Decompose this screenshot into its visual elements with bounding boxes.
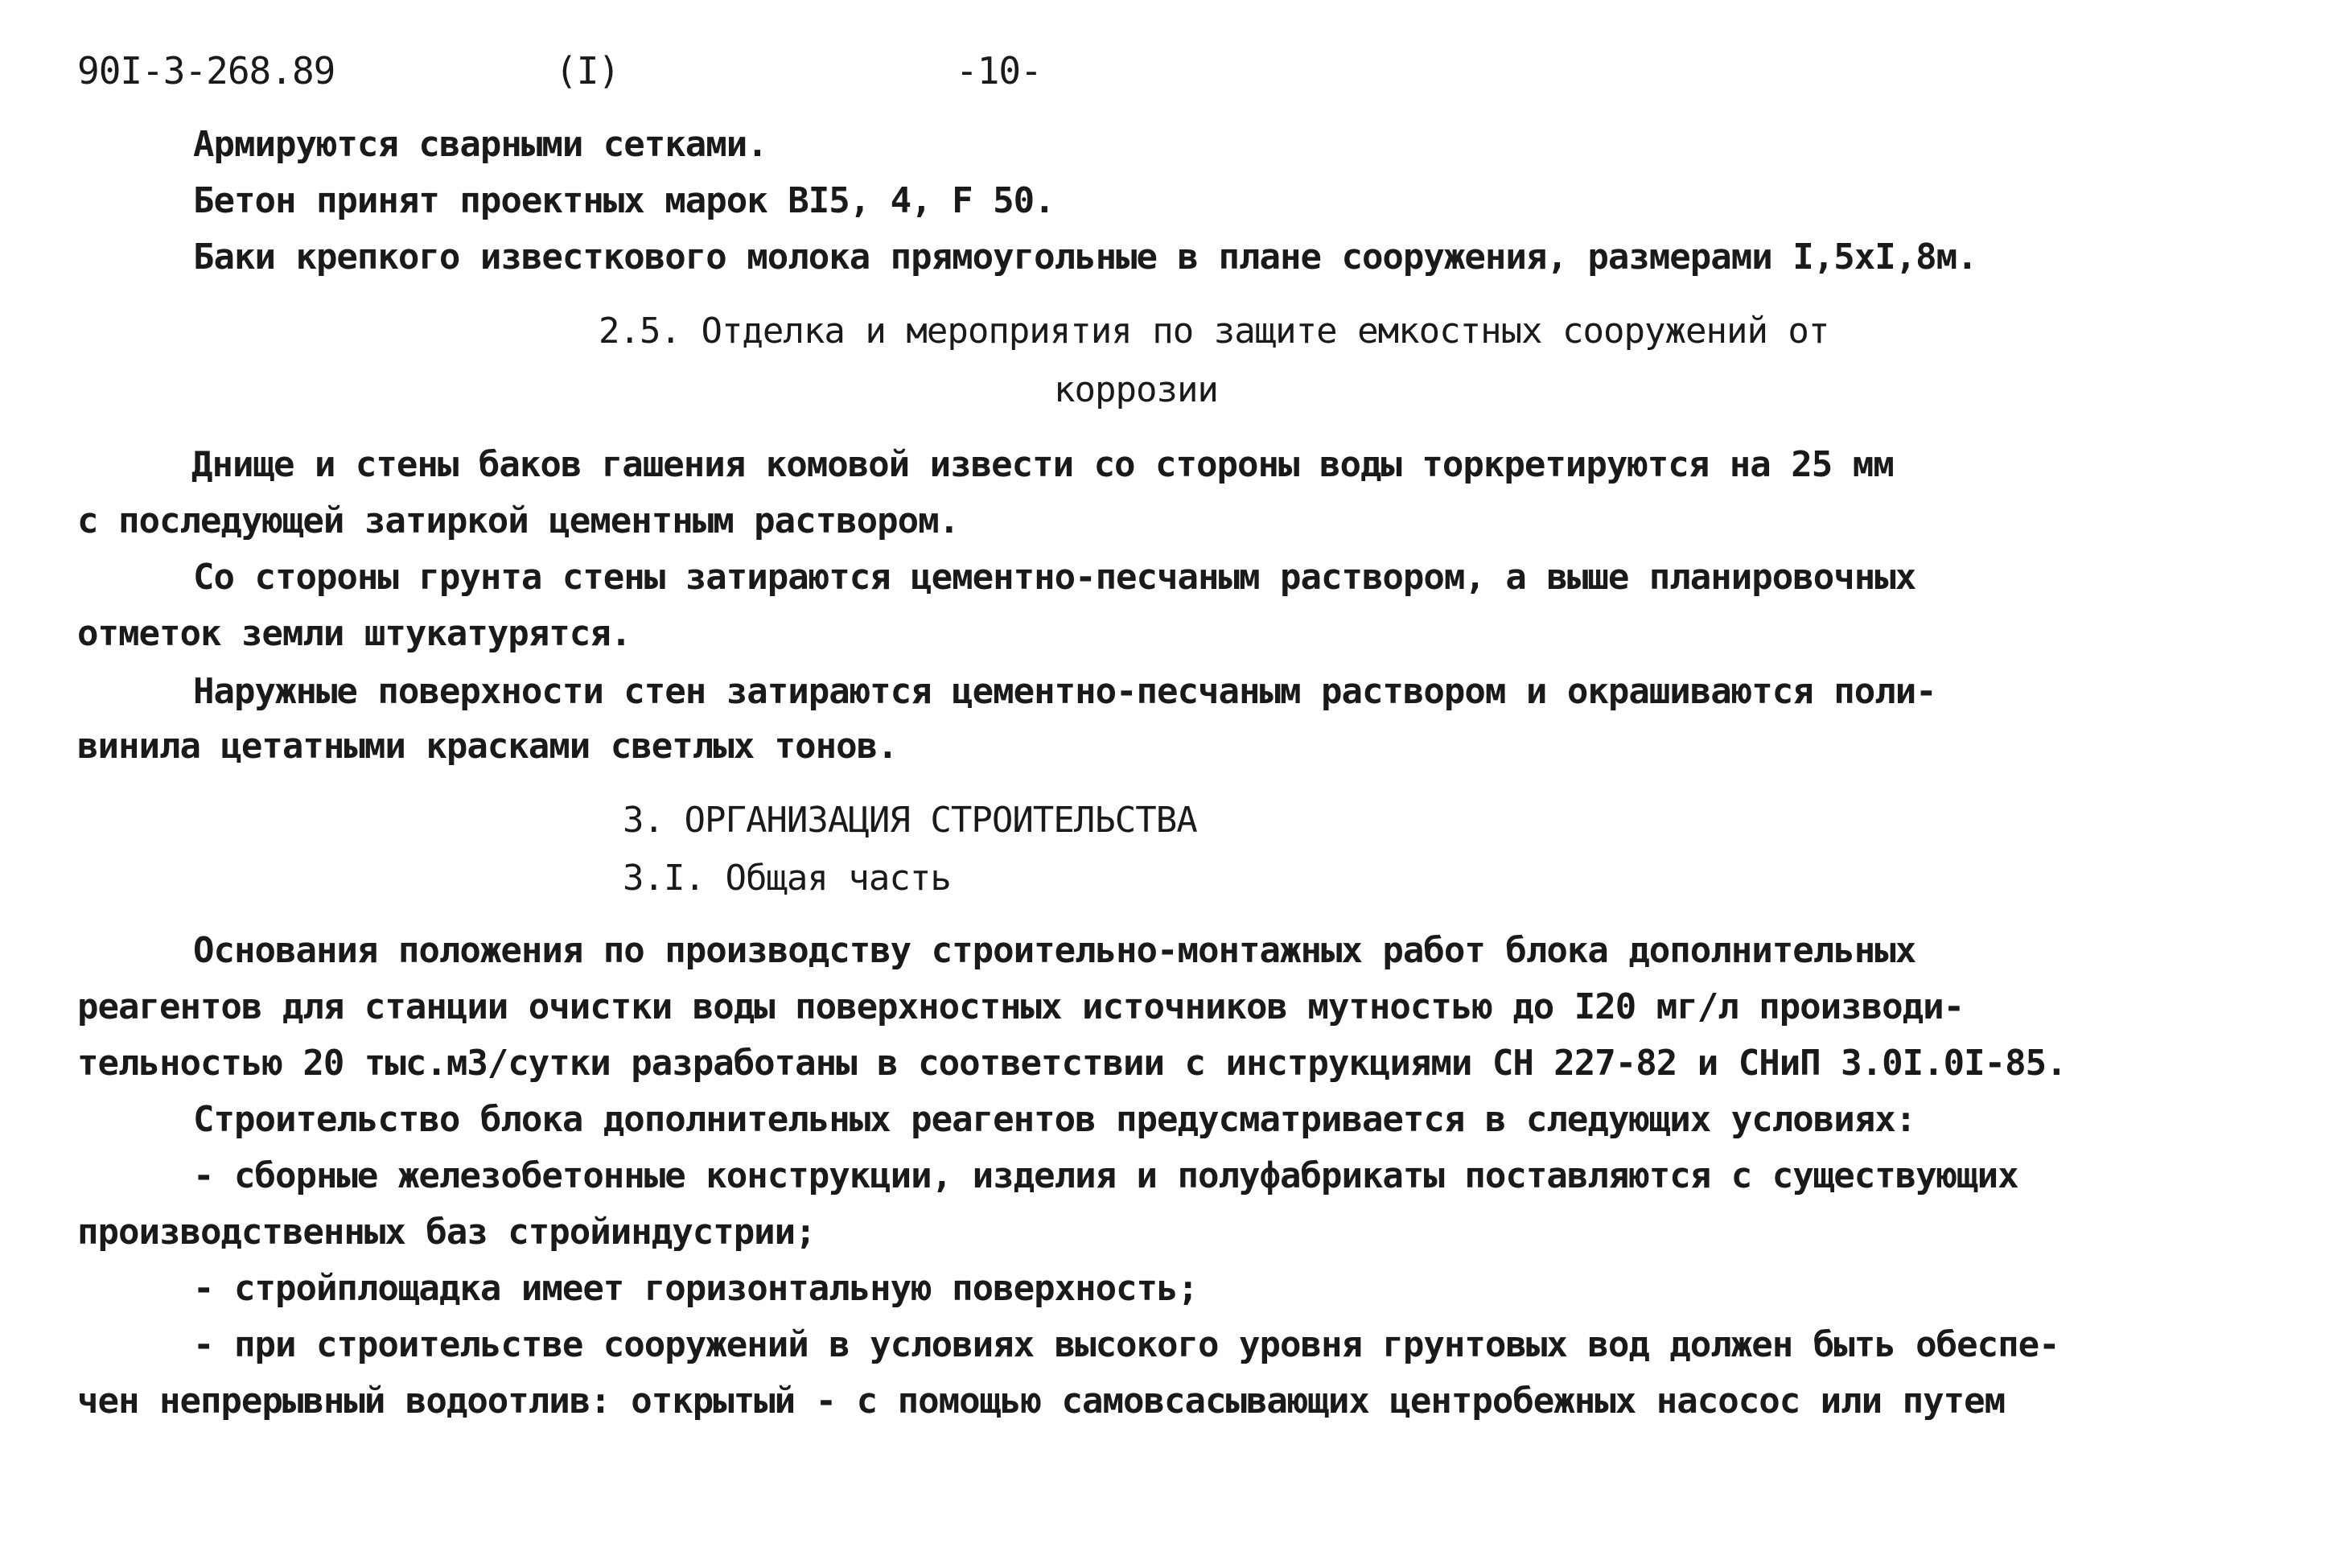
sheet-number: (I) [555,49,620,93]
body-line: чен непрерывный водоотлив: открытый - с помощью самовсасывающих центробежных насосос или путем [77,1381,2006,1422]
section-heading-2-5-cont: коррозии [1054,369,1218,410]
body-line: винила цетатными красками светлых тонов. [77,726,898,767]
section-heading-2-5: 2.5. Отделка и мероприятия по защите емкостных сооружений от [599,311,1829,352]
list-item: - при строительстве сооружений в условиях высокого уровня грунтовых вод должен быть обеспе- [193,1324,2059,1365]
body-line: Наружные поверхности стен затираются цементно-песчаным раствором и окрашиваются поли- [193,671,1936,712]
body-line: Со стороны грунта стены затираются цементно-песчаным раствором, а выше планировочных [193,557,1916,598]
body-line: Днище и стены баков гашения комовой извести со стороны воды торкретируются на 25 мм [191,444,1894,485]
body-line: Баки крепкого известкового молока прямоугольные в плане сооружения, размерами I,5xI,8м. [193,237,1977,278]
body-line: Армируются сварными сетками. [193,124,767,165]
body-line: производственных баз стройиндустрии; [77,1212,816,1253]
body-line: отметок земли штукатурятся. [77,613,632,654]
body-line: Строительство блока дополнительных реагентов предусматривается в следующих условиях: [193,1099,1916,1140]
section-heading-3: 3. ОРГАНИЗАЦИЯ СТРОИТЕЛЬСТВА [623,800,1197,841]
doc-code: 90I-3-268.89 [77,49,335,93]
body-line: Бетон принят проектных марок BI5, 4, F 50. [193,180,1055,221]
section-heading-3-1: 3.I. Общая часть [623,858,951,899]
page-number: -10- [956,49,1042,93]
body-line: тельностью 20 тыс.м3/сутки разработаны в соответствии с инструкциями СН 227-82 и СНиП 3.0I.0I-85. [77,1043,2067,1084]
body-line: Основания положения по производству строительно-монтажных работ блока дополнительных [193,930,1916,971]
body-line: реагентов для станции очистки воды поверхностных источников мутностью до I20 мг/л производи- [77,986,1965,1027]
list-item: - сборные железобетонные конструкции, изделия и полуфабрикаты поставляются с существующих [193,1155,2018,1196]
body-line: с последующей затиркой цементным раствором. [77,500,960,541]
list-item: - стройплощадка имеет горизонтальную поверхность; [193,1268,1199,1309]
